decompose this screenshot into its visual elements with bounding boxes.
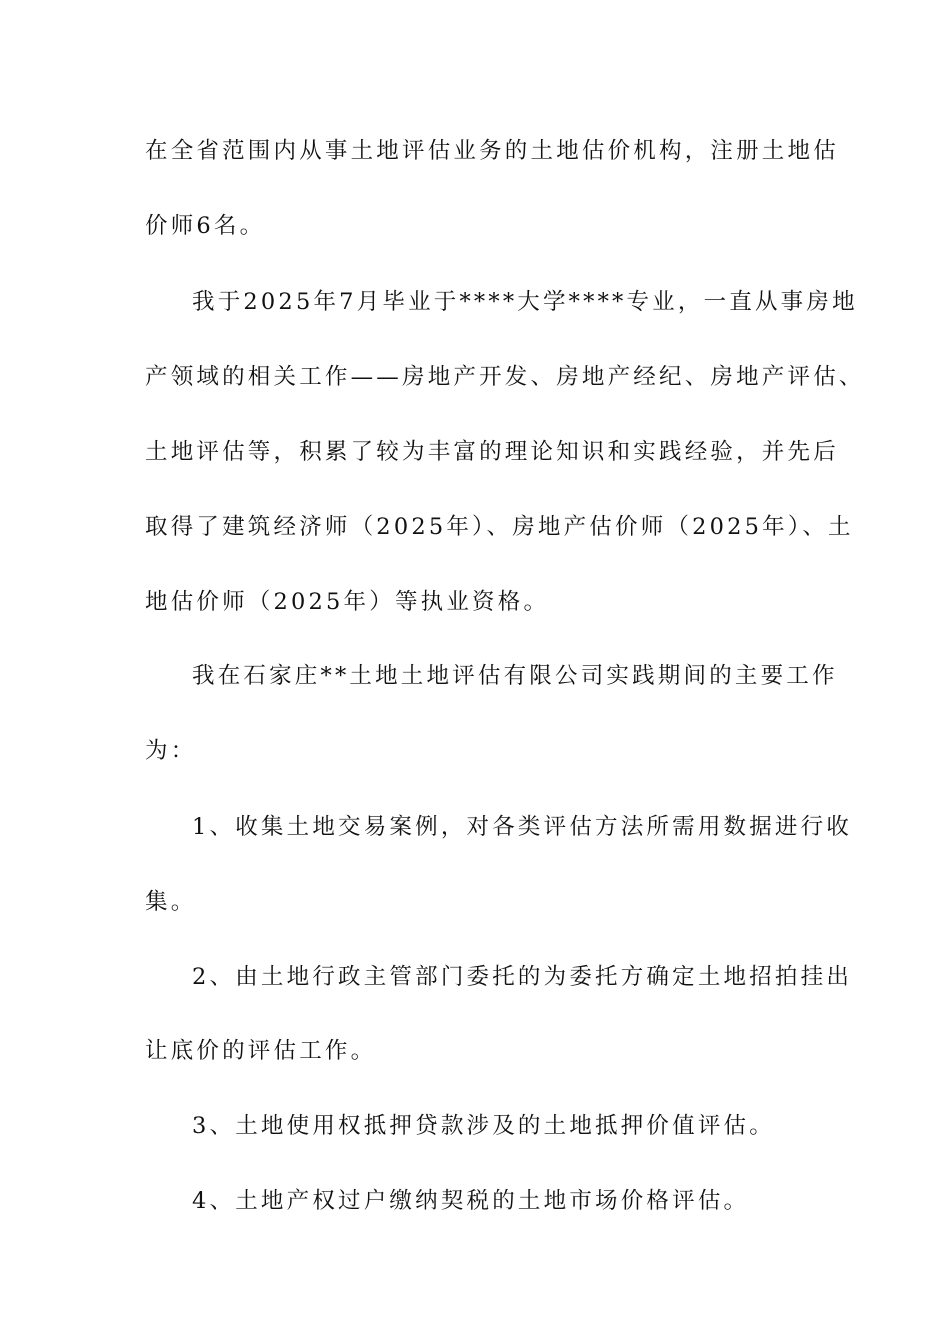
text-line: 价师6名。: [145, 213, 266, 239]
paragraph-line: 我在石家庄**土地土地评估有限公司实践期间的主要工作: [192, 663, 838, 689]
text-line: 集。: [145, 889, 197, 915]
paragraph-line: 我于2025年7月毕业于****大学****专业，一直从事房地: [192, 289, 858, 315]
list-item: 3、土地使用权抵押贷款涉及的土地抵押价值评估。: [192, 1113, 775, 1139]
list-item: 4、土地产权过户缴纳契税的土地市场价格评估。: [192, 1188, 750, 1214]
text-line: 让底价的评估工作。: [145, 1038, 377, 1064]
list-item: 1、收集土地交易案例，对各类评估方法所需用数据进行收: [192, 814, 853, 840]
text-line: 土地评估等，积累了较为丰富的理论知识和实践经验，并先后: [145, 439, 839, 465]
text-line: 取得了建筑经济师（2025年）、房地产估价师（2025年）、土: [145, 514, 854, 540]
text-line: 在全省范围内从事土地评估业务的土地估价机构，注册土地估: [145, 138, 839, 164]
text-line: 为：: [145, 738, 197, 764]
list-item: 2、由土地行政主管部门委托的为委托方确定土地招拍挂出: [192, 964, 853, 990]
text-line: 地估价师（2025年）等执业资格。: [145, 589, 550, 615]
text-line: 产领域的相关工作——房地产开发、房地产经纪、房地产评估、: [145, 364, 865, 390]
